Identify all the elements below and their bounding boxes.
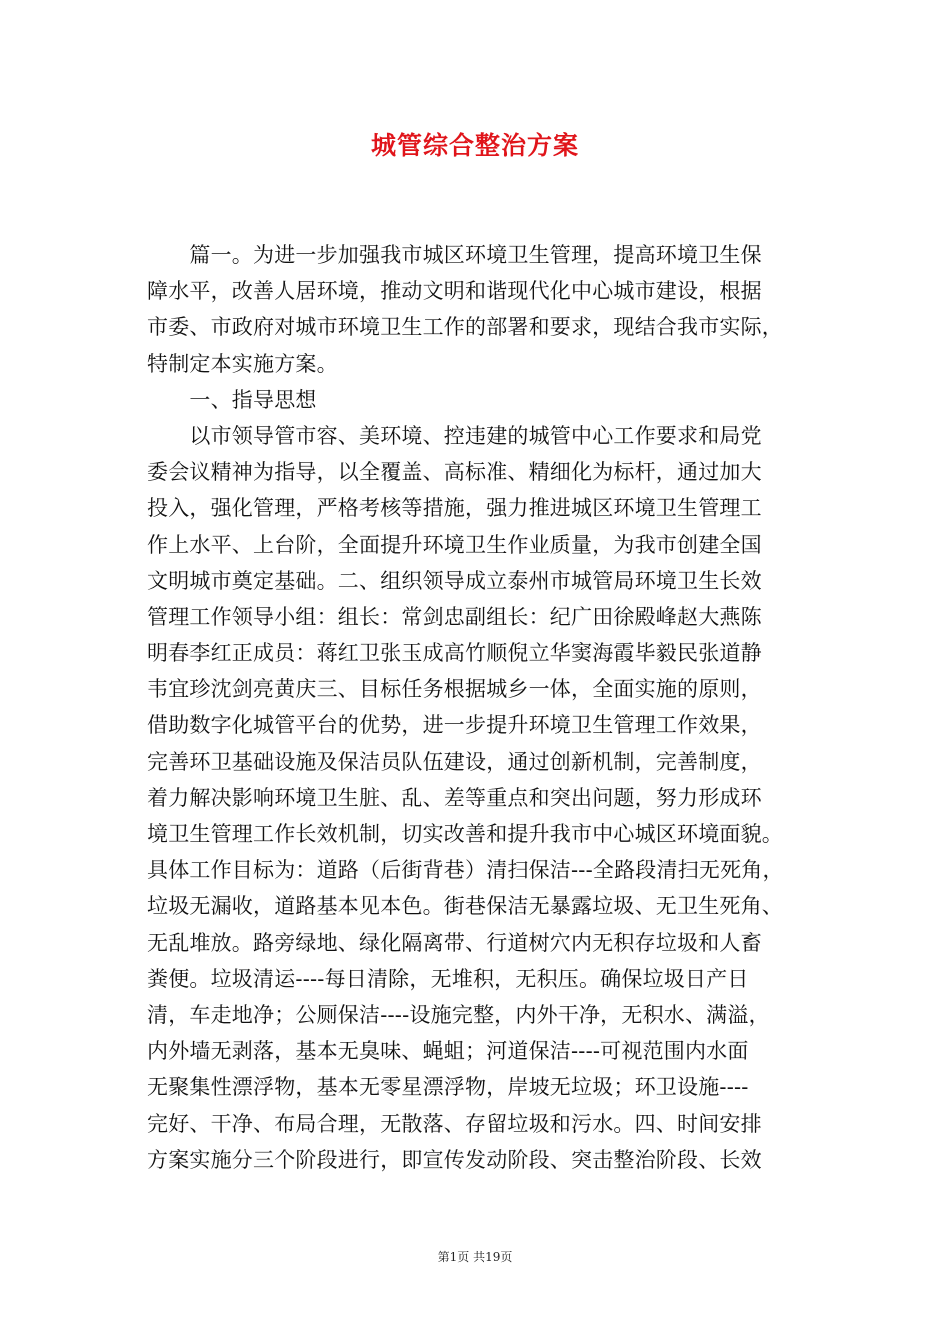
footer-prefix: 第: [437, 1250, 450, 1264]
body-line: 境卫生管理工作长效机制，切实改善和提升我市中心城区环境面貌。: [147, 822, 783, 846]
footer-middle: 页 共: [457, 1250, 486, 1264]
document-body: [147, 237, 812, 1178]
body-line: 管理工作领导小组：组长：常剑忠副组长：纪广田徐殿峰赵大燕陈: [147, 604, 762, 629]
body-line: 垃圾无漏收，道路基本见本色。街巷保洁无暴露垃圾、无卫生死角、: [147, 894, 783, 919]
body-line: 市委、市政府对城市环境卫生工作的部署和要求，现结合我市实际，: [147, 315, 783, 340]
body-line: 障水平，改善人居环境，推动文明和谐现代化中心城市建设，根据: [147, 279, 762, 304]
section-heading: 一、指导思想: [147, 387, 317, 412]
document-title: 城管综合整治方案: [370, 131, 579, 160]
body-line: 无聚集性漂浮物，基本无零星漂浮物，岸坡无垃圾；环卫设施----: [147, 1075, 749, 1100]
body-line: 粪便。垃圾清运----每日清除，无堆积，无积压。确保垃圾日产日: [147, 966, 749, 991]
body-line: 篇一。为进一步加强我市城区环境卫生管理，提高环境卫生保: [147, 243, 762, 267]
body-line: 完善环卫基础设施及保洁员队伍建设，通过创新机制，完善制度，: [147, 749, 762, 774]
body-line: 投入，强化管理，严格考核等措施，强力推进城区环境卫生管理工: [147, 496, 762, 521]
total-pages-number: 19: [485, 1250, 501, 1264]
footer-suffix: 页: [500, 1250, 513, 1264]
body-line: 完好、干净、布局合理，无散落、存留垃圾和污水。四、时间安排: [147, 1111, 762, 1136]
body-line: 内外墙无剥落，基本无臭味、蝇蛆；河道保洁----可视范围内水面: [147, 1039, 749, 1064]
body-line: 方案实施分三个阶段进行，即宣传发动阶段、突击整治阶段、长效: [147, 1147, 762, 1172]
body-line: 明春李红正成员：蒋红卫张玉成高竹顺倪立华窦海霞毕毅民张道静: [147, 641, 762, 666]
body-line: 清，车走地净；公厕保洁----设施完整，内外干净，无积水、满溢，: [147, 1002, 770, 1027]
current-page-number: 1: [449, 1250, 458, 1264]
body-line: 借助数字化城管平台的优势，进一步提升环境卫生管理工作效果，: [147, 713, 762, 738]
body-line: 以市领导管市容、美环境、控违建的城管中心工作要求和局党: [147, 423, 762, 448]
body-line: 无乱堆放。路旁绿地、绿化隔离带、行道树穴内无积存垃圾和人畜: [147, 930, 762, 955]
body-line: 特制定本实施方案。: [147, 351, 338, 376]
body-line: 着力解决影响环境卫生脏、乱、差等重点和突出问题，努力形成环: [147, 785, 762, 810]
body-line: 作上水平、上台阶，全面提升环境卫生作业质量，为我市创建全国: [147, 532, 762, 557]
page-footer: [0, 1248, 950, 1265]
body-line: 委会议精神为指导，以全覆盖、高标准、精细化为标杆，通过加大: [147, 460, 762, 485]
body-line: 文明城市奠定基础。二、组织领导成立泰州市城管局环境卫生长效: [147, 568, 762, 593]
body-line: 具体工作目标为：道路（后街背巷）清扫保洁---全路段清扫无死角，: [147, 858, 784, 883]
body-line: 韦宜珍沈剑亮黄庆三、目标任务根据城乡一体，全面实施的原则，: [147, 677, 762, 702]
